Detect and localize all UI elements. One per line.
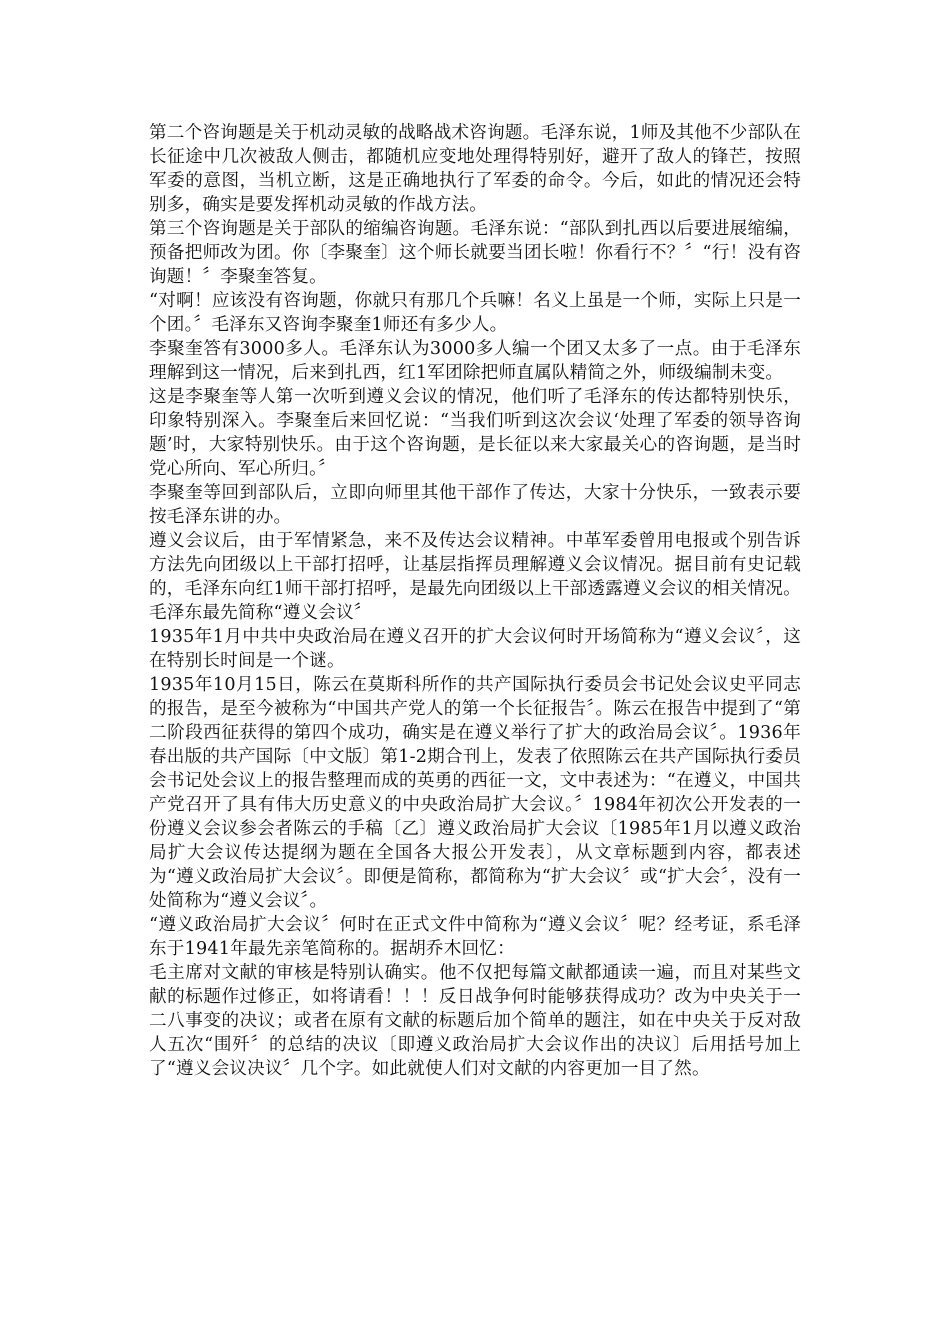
paragraph-2: 第三个咨询题是关于部队的缩编咨询题。毛泽东说：“部队到扎西以后要进展缩编，预备把师改为团。你〔李聚奎〕这个师长就要当团长啦！你看行不？〞“行！没有咨询题！〞李聚奎答复。: [149, 219, 801, 287]
section-heading: 毛泽东最先简称“遵义会议〞: [149, 603, 372, 623]
paragraph-12: 毛主席对文献的审核是特别认确实。他不仅把每篇文献都通读一遍，而且对某些文献的标题作过修正，如将请看！！！反日战争何时能够获得成功？改为中央关于一二八事变的决议；或者在原有文献的标题后加个简单的题注，如在中央关于反对敌人五次“围歼〞的总结的决议〔即遵义政治局扩大会议作出的决议〕后用括号加上了“遵义会议决议〞几个字。如此就使人们对文献的内容更加一目了然。: [149, 963, 801, 1079]
paragraph-9: 1935年1月中共中央政治局在遵义召开的扩大会议何时开场简称为“遵义会议〞，这在特别长时间是一个谜。: [149, 627, 801, 671]
paragraph-5: 这是李聚奎等人第一次听到遵义会议的情况，他们听了毛泽东的传达都特别快乐，印象特别深入。李聚奎后来回忆说：“当我们听到这次会议‘处理了军委的领导咨询题’时，大家特别快乐。由于这个咨询题，是长征以来大家最关心的咨询题，是当时党心所向、军心所归。〞: [149, 387, 801, 479]
paragraph-7: 遵义会议后，由于军情紧急，来不及传达会议精神。中革军委曾用电报或个别告诉方法先向团级以上干部打招呼，让基层指挥员理解遵义会议情况。据目前有史记载的，毛泽东向红1师干部打招呼，是最先向团级以上干部透露遵义会议的相关情况。: [149, 531, 801, 599]
paragraph-6: 李聚奎等回到部队后，立即向师里其他干部作了传达，大家十分快乐，一致表示要按毛泽东讲的办。: [149, 483, 801, 527]
document-body: [149, 121, 801, 1081]
paragraph-10: 1935年10月15日，陈云在莫斯科所作的共产国际执行委员会书记处会议史平同志的报告，是至今被称为“中国共产党人的第一个长征报告〞。陈云在报告中提到了“第二阶段西征获得的第四个成功，确实是在遵义举行了扩大的政治局会议〞。1936年春出版的共产国际〔中文版〕第1-2期合刊上，发表了依照陈云在共产国际执行委员会书记处会议上的报告整理而成的英勇的西征一文，文中表述为：“在遵义，中国共产党召开了具有伟大历史意义的中央政治局扩大会议。〞1984年初次公开发表的一份遵义会议参会者陈云的手稿〔乙〕遵义政治局扩大会议〔1985年1月以遵义政治局扩大会议传达提纲为题在全国各大报公开发表〕，从文章标题到内容，都表述为“遵义政治局扩大会议〞。即便是简称，都简称为“扩大会议〞或“扩大会〞，没有一处简称为“遵义会议〞。: [149, 675, 801, 911]
paragraph-4: 李聚奎答有3000多人。毛泽东认为3000多人编一个团又太多了一点。由于毛泽东理解到这一情况，后来到扎西，红1军团除把师直属队精简之外，师级编制未变。: [149, 339, 801, 383]
paragraph-11: “遵义政治局扩大会议〞何时在正式文件中简称为“遵义会议〞呢？经考证，系毛泽东于1941年最先亲笔简称的。据胡乔木回忆：: [149, 915, 801, 959]
paragraph-3: “对啊！应该没有咨询题，你就只有那几个兵嘛！名义上虽是一个师，实际上只是一个团。〞毛泽东又咨询李聚奎1师还有多少人。: [149, 291, 801, 335]
paragraph-1: 第二个咨询题是关于机动灵敏的战略战术咨询题。毛泽东说，1师及其他不少部队在长征途中几次被敌人侧击，都随机应变地处理得特别好，避开了敌人的锋芒，按照军委的意图，当机立断，这是正确地执行了军委的命令。今后，如此的情况还会特别多，确实是要发挥机动灵敏的作战方法。: [149, 123, 801, 215]
